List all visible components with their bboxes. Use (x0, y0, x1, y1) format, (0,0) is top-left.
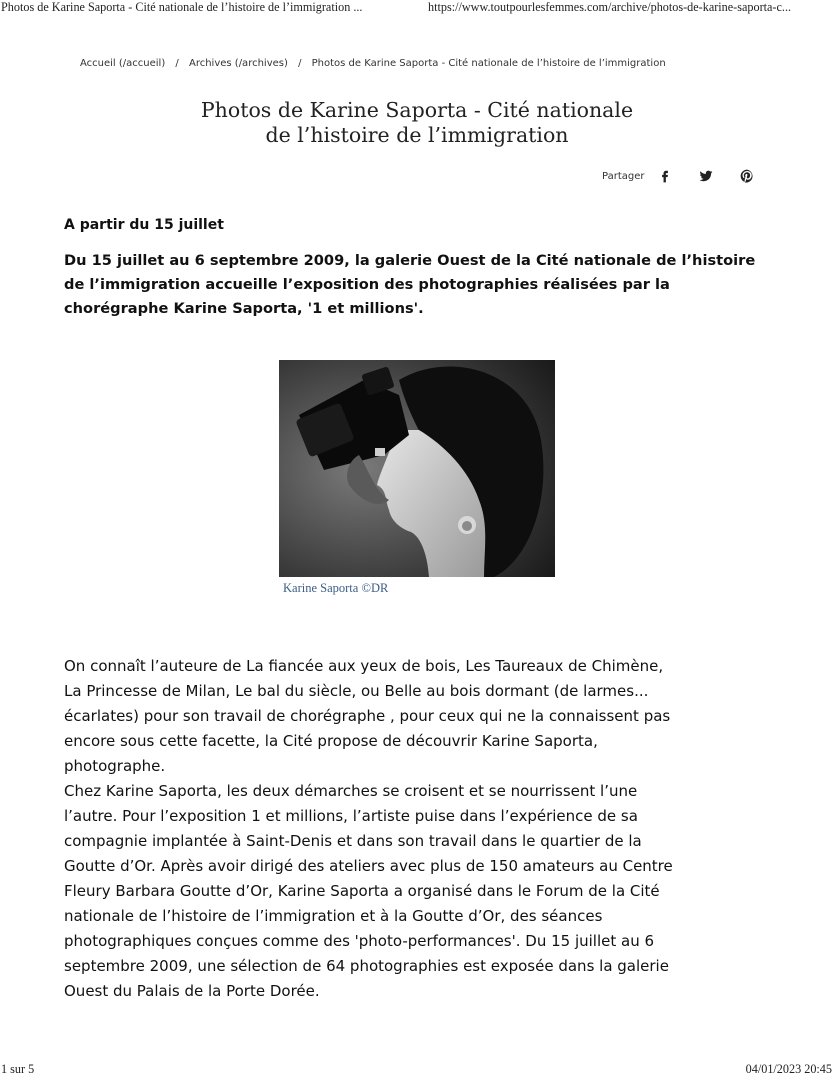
page-counter: 1 sur 5 (1, 1062, 35, 1076)
print-header (0, 0, 834, 16)
body-line: septembre 2009, une sélection de 64 photographies est exposée dans la galerie (64, 957, 669, 975)
print-header-title: Photos de Karine Saporta - Cité nationale de l’histoire de l’immigration ... (1, 0, 363, 14)
article-lead: Du 15 juillet au 6 septembre 2009, la galerie Ouest de la Cité nationale de l’histoire de l’immigration accueille l’exposition des photographies réalisées par la chorégraphe Karine Saporta, '1 et millions'. (64, 252, 756, 317)
body-line: photographe. (64, 757, 166, 775)
breadcrumb-separator: / (175, 58, 179, 69)
print-header-url: https://www.toutpourlesfemmes.com/archive/photos-de-karine-saporta-c... (428, 0, 792, 14)
facebook-icon[interactable] (658, 169, 672, 183)
body-line: nationale de l’histoire de l’immigration et à la Goutte d’Or, des séances (64, 907, 603, 925)
breadcrumb-item-current: Photos de Karine Saporta - Cité nationale de l’histoire de l’immigration (311, 58, 666, 69)
body-line: l’autre. Pour l’exposition 1 et millions, l’artiste puise dans l’expérience de sa (64, 807, 638, 825)
body-line: photographiques conçues comme des 'photo-performances'. Du 15 juillet au 6 (64, 932, 655, 950)
body-line: compagnie implantée à Saint-Denis et dans son travail dans le quartier de la (64, 832, 642, 850)
share-label: Partager (602, 170, 645, 182)
article-subtitle: A partir du 15 juillet (64, 217, 224, 233)
body-line: Goutte d’Or. Après avoir dirigé des ateliers avec plus de 150 amateurs au Centre (64, 857, 673, 875)
body-line: écarlates) pour son travail de chorégraphe , pour ceux qui ne la connaissent pas (64, 707, 671, 725)
breadcrumb-item-accueil[interactable]: Accueil (/accueil) (80, 58, 166, 69)
breadcrumb (80, 58, 666, 69)
breadcrumb-item-archives[interactable]: Archives (/archives) (188, 58, 288, 69)
breadcrumb-separator: / (298, 58, 302, 69)
article-photo (279, 360, 555, 577)
page-title-line-2: de l’histoire de l’immigration (265, 123, 569, 147)
pinterest-icon[interactable] (740, 169, 754, 183)
body-line: Chez Karine Saporta, les deux démarches se croisent et se nourrissent l’une (64, 782, 638, 800)
page-title (0, 98, 834, 148)
share-bar (602, 166, 754, 186)
body-line: On connaît l’auteure de La fiancée aux yeux de bois, Les Taureaux de Chimène, (64, 657, 664, 675)
twitter-icon[interactable] (699, 169, 713, 183)
article-body (64, 654, 776, 1004)
page-title-line-1: Photos de Karine Saporta - Cité nationale (200, 98, 634, 122)
body-line: encore sous cette facette, la Cité propose de découvrir Karine Saporta, (64, 732, 598, 750)
print-timestamp: 04/01/2023 20:45 (745, 1062, 832, 1076)
body-line: Fleury Barbara Goutte d’Or, Karine Saporta a organisé dans le Forum de la Cité (64, 882, 660, 900)
body-line: Ouest du Palais de la Porte Dorée. (64, 982, 320, 1000)
photo-caption: Karine Saporta ©DR (283, 581, 389, 595)
body-line: La Princesse de Milan, Le bal du siècle, ou Belle au bois dormant (de larmes... (64, 682, 649, 700)
